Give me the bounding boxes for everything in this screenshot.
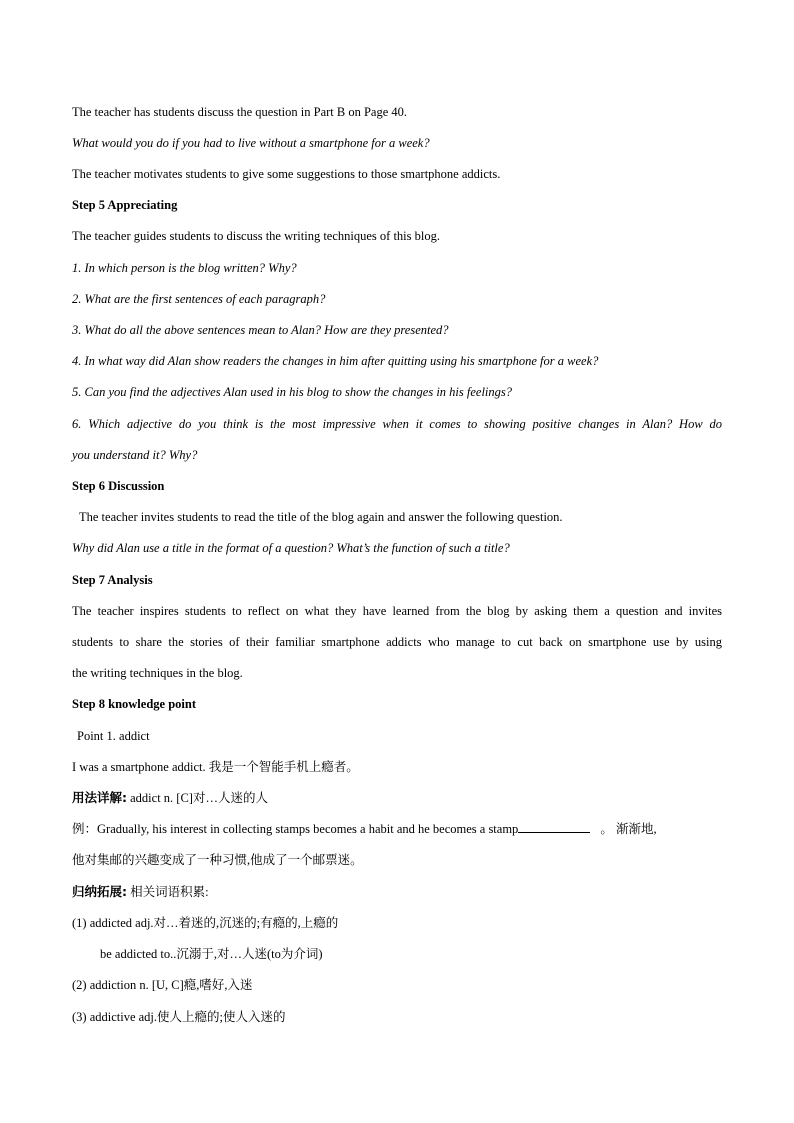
step6-heading: Step 6 Discussion [72,479,165,493]
example-translation: 他对集邮的兴趣变成了一种习惯,他成了一个邮票迷。 [72,853,363,867]
step7-text: students to share the stories of their familiar smartphone addicts who manage to cut back on smartphone use by using [72,635,722,649]
example-text-after: 。 渐渐地, [600,822,657,836]
step5-heading: Step 5 Appreciating [72,198,178,212]
intro-line: The teacher motivates students to give some suggestions to those smartphone addicts. [72,167,501,181]
step6-text: The teacher invites students to read the title of the blog again and answer the following question. [79,510,563,524]
intro-question: What would you do if you had to live without a smartphone for a week? [72,136,430,150]
point-heading: Point 1. addict [77,729,150,743]
step5-question: 2. What are the first sentences of each paragraph? [72,292,326,306]
example-text: Gradually, his interest in collecting stamps becomes a habit and he becomes a stamp [97,822,519,836]
step5-question: 6. Which adjective do you think is the most impressive when it comes to showing positive changes in Alan? How do [72,417,722,431]
step5-question: 3. What do all the above sentences mean to Alan? How are they presented? [72,323,449,337]
example-label: 例： [72,822,98,836]
step7-text: The teacher inspires students to reflect on what they have learned from the blog by asking them a question and invites [72,604,722,618]
usage-label: 用法详解: [72,790,127,805]
step6-question: Why did Alan use a title in the format of a question? What’s the function of such a title? [72,541,510,555]
step8-heading: Step 8 knowledge point [72,697,196,711]
related-word: (2) addiction n. [U, C]瘾,嗜好,入迷 [72,978,253,992]
step5-text: The teacher guides students to discuss the writing techniques of this blog. [72,229,440,243]
usage-text: addict n. [C]对…人迷的人 [127,791,268,805]
step5-question: you understand it? Why? [72,448,198,462]
related-word: be addicted to..沉溺于,对…人迷(to为介词) [100,947,323,961]
step7-heading: Step 7 Analysis [72,573,153,587]
step5-question: 1. In which person is the blog written? Why? [72,261,297,275]
summary-line [72,883,722,901]
fill-in-blank [518,820,590,833]
summary-label: 归纳拓展: [72,884,127,899]
step7-text: the writing techniques in the blog. [72,666,243,680]
step5-question: 5. Can you find the adjectives Alan used in his blog to show the changes in his feelings? [72,385,513,399]
related-word: (3) addictive adj.使人上瘾的;使人入迷的 [72,1010,286,1024]
usage-line [72,789,722,807]
step5-question: 4. In what way did Alan show readers the changes in him after quitting using his smartphone for a week? [72,354,599,368]
example-line [72,820,722,838]
intro-line: The teacher has students discuss the question in Part B on Page 40. [72,105,408,119]
summary-text: 相关词语积累: [127,885,209,899]
related-word: (1) addicted adj.对…着迷的,沉迷的;有瘾的,上瘾的 [72,916,339,930]
example-sentence: I was a smartphone addict. 我是一个智能手机上瘾者。 [72,760,359,774]
